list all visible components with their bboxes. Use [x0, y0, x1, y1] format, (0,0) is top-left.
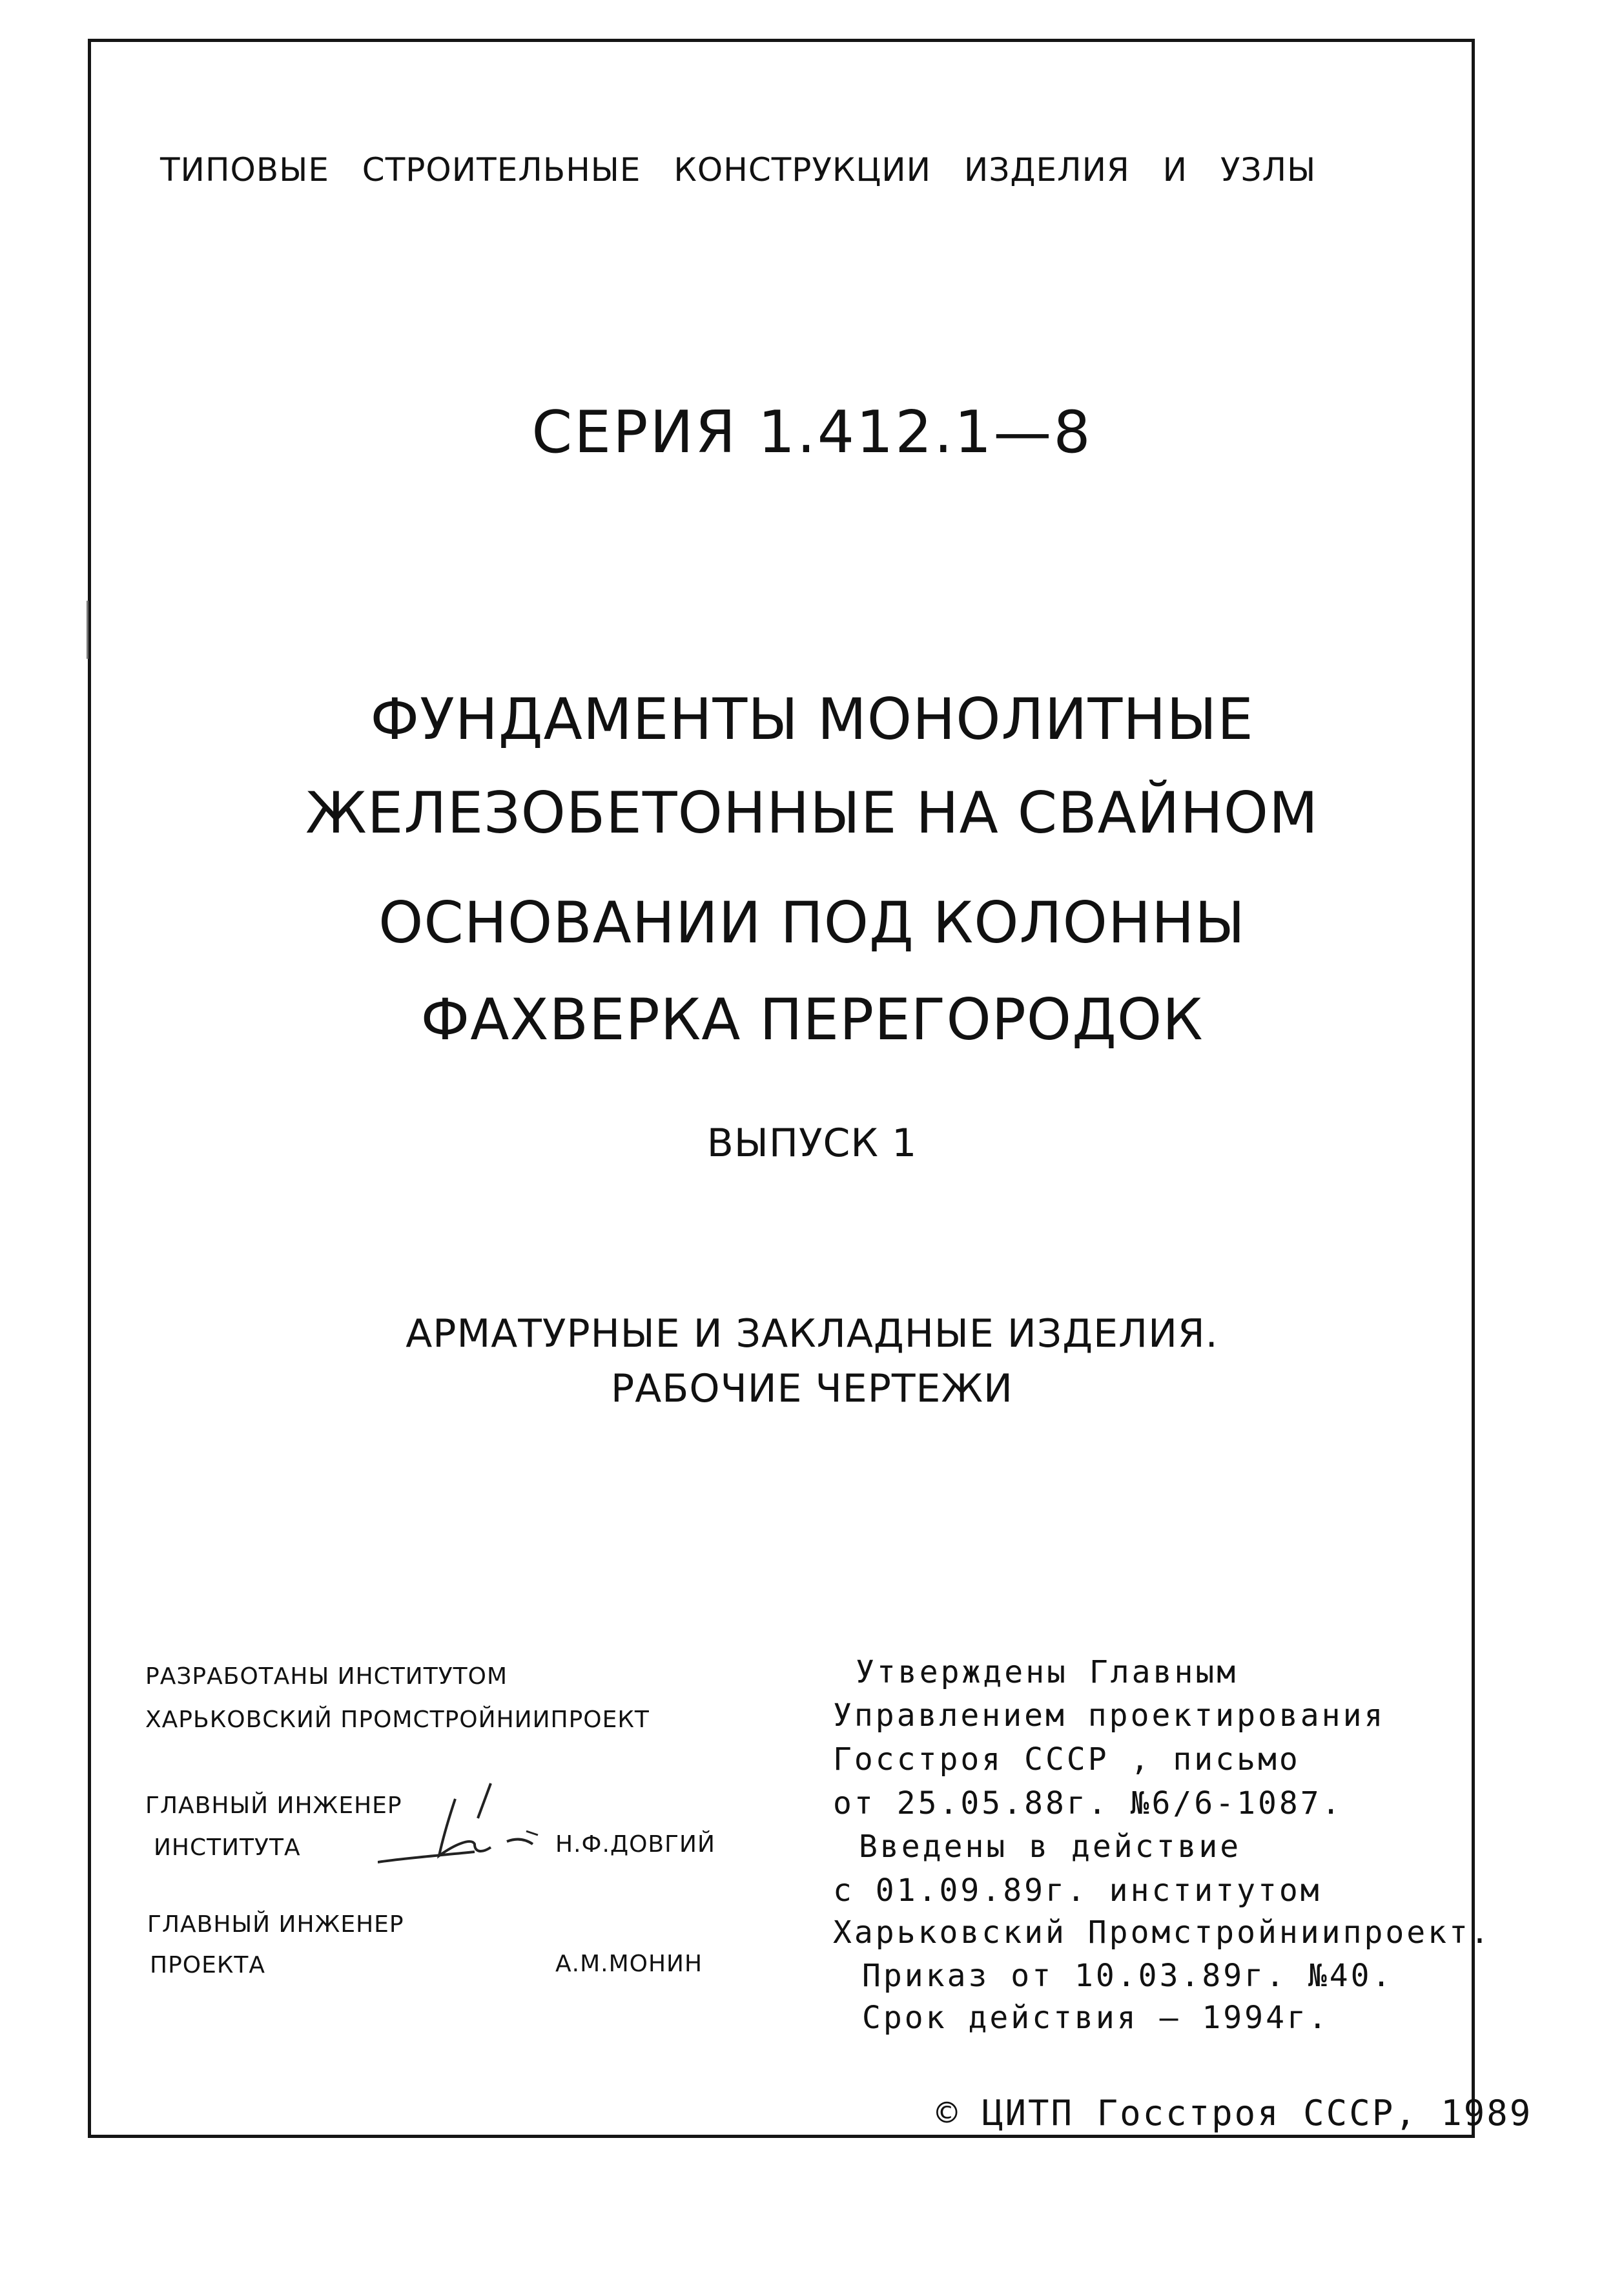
chief-institute-name: Н.Ф.ДОВГИЙ	[555, 1831, 715, 1858]
approval-line-8: Приказ от 10.03.89г. №40.	[862, 1958, 1393, 1994]
developer-line-2: ХАРЬКОВСКИЙ ПРОМСТРОЙНИИПРОЕКТ	[145, 1706, 650, 1733]
title-line-2: ЖЕЛЕЗОБЕТОННЫЕ НА СВАЙНОМ	[305, 780, 1319, 846]
chief-project-line-1: ГЛАВНЫЙ ИНЖЕНЕР	[147, 1911, 404, 1938]
chief-institute-line-2: ИНСТИТУТА	[154, 1834, 301, 1861]
approval-line-5: Введены в действие	[859, 1829, 1242, 1865]
title-line-3: ОСНОВАНИИ ПОД КОЛОННЫ	[378, 889, 1246, 956]
approval-line-1: Утверждены Главным	[856, 1654, 1239, 1690]
issue-number: ВЫПУСК 1	[706, 1121, 918, 1166]
developer-line-1: РАЗРАБОТАНЫ ИНСТИТУТОМ	[145, 1663, 508, 1690]
approval-line-7: Харьковский Промстройниипроект.	[833, 1914, 1492, 1951]
approval-line-3: Госстроя СССР , письмо	[833, 1741, 1300, 1778]
chief-project-line-2: ПРОЕКТА	[150, 1952, 266, 1978]
signature	[378, 1779, 546, 1876]
header-text: ТИПОВЫЕ СТРОИТЕЛЬНЫЕ КОНСТРУКЦИИ ИЗДЕЛИЯ И УЗЛЫ	[160, 151, 1317, 189]
chief-institute-line-1: ГЛАВНЫЙ ИНЖЕНЕР	[145, 1792, 402, 1819]
title-line-1: ФУНДАМЕНТЫ МОНОЛИТНЫЕ	[370, 686, 1254, 752]
title-line-4: ФАХВЕРКА ПЕРЕГОРОДОК	[420, 986, 1204, 1053]
approval-line-6: с 01.09.89г. институтом	[833, 1872, 1322, 1909]
subtitle-line-2: РАБОЧИЕ ЧЕРТЕЖИ	[611, 1366, 1013, 1411]
approval-line-2: Управлением проектирования	[833, 1697, 1386, 1734]
copyright: © ЦИТП Госстроя СССР, 1989	[936, 2093, 1533, 2133]
subtitle-line-1: АРМАТУРНЫЕ И ЗАКЛАДНЫЕ ИЗДЕЛИЯ.	[406, 1311, 1218, 1356]
page-frame	[88, 39, 1475, 2138]
series-number: СЕРИЯ 1.412.1—8	[531, 399, 1093, 466]
approval-line-9: Срок действия — 1994г.	[862, 2000, 1330, 2036]
approval-line-4: от 25.05.88г. №6/6-1087.	[833, 1785, 1343, 1821]
scan-edge-mark	[87, 601, 88, 659]
chief-project-name: А.М.МОНИН	[555, 1951, 703, 1977]
